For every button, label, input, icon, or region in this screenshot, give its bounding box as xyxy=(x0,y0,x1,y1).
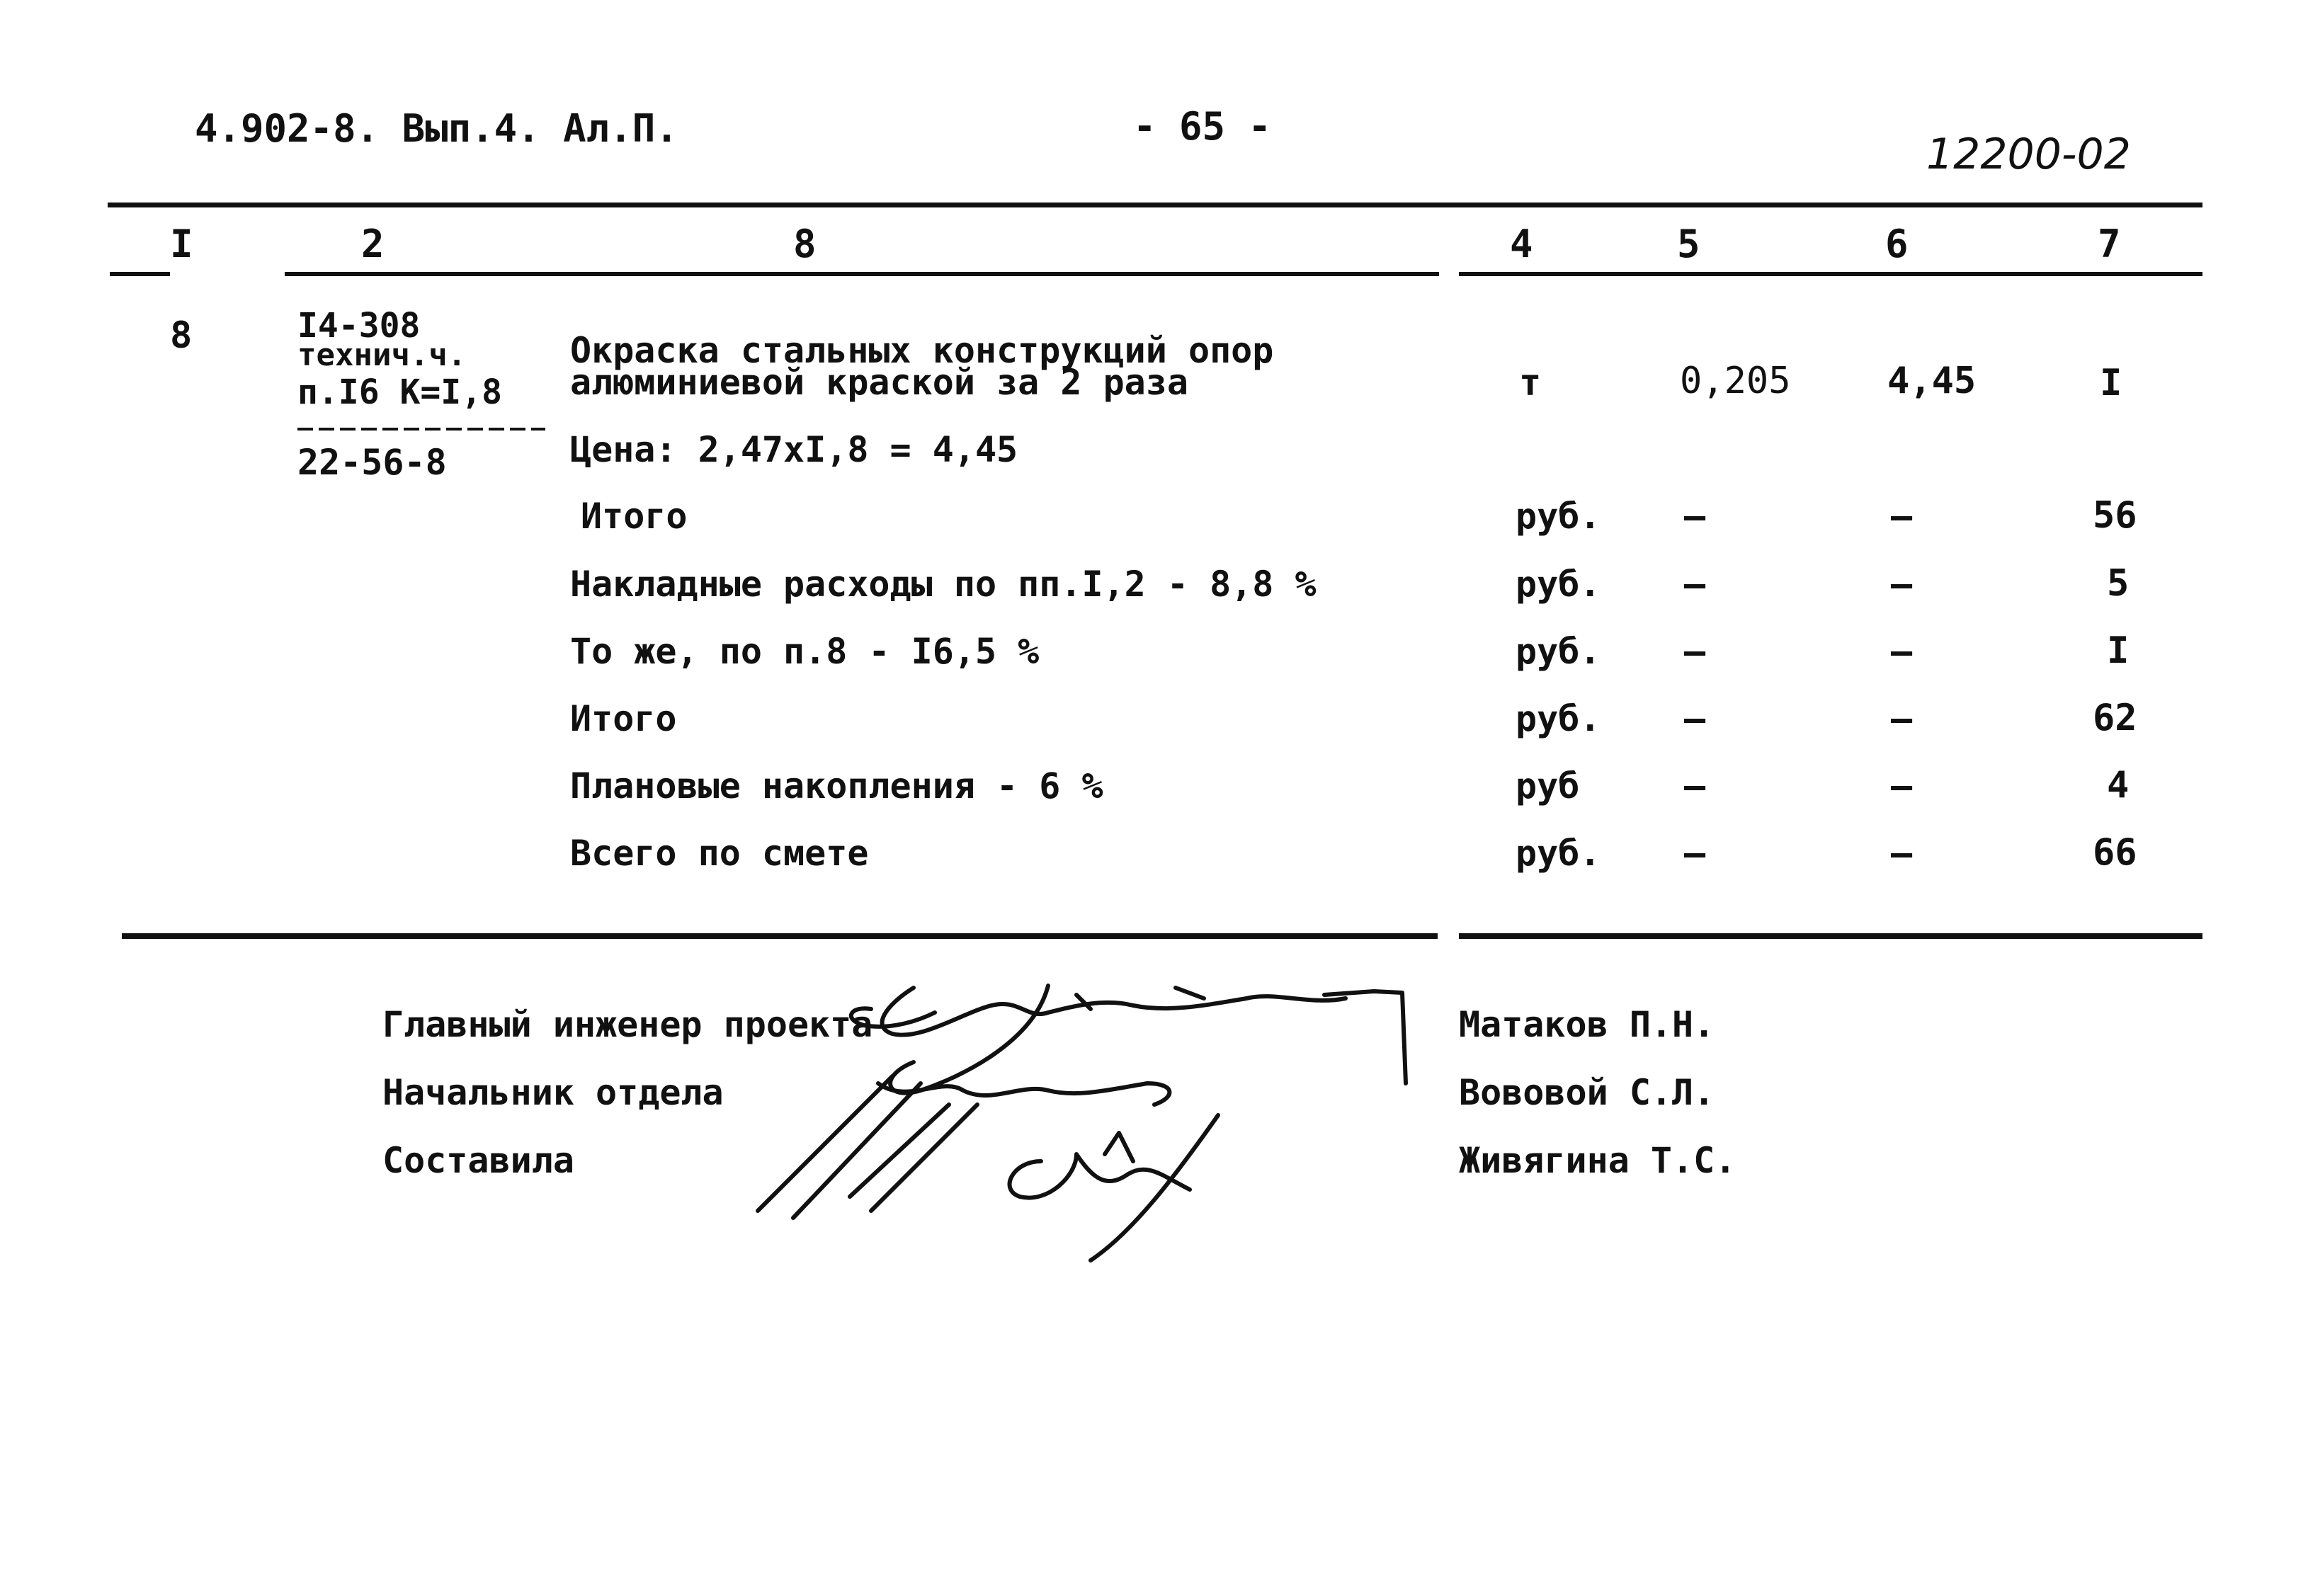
summary-col5: – xyxy=(1684,631,1706,672)
summary-col5: – xyxy=(1684,496,1706,537)
summary-label: То же, по п.8 - I6,5 % xyxy=(570,631,1040,672)
summary-col5: – xyxy=(1684,765,1706,806)
bottom-rule xyxy=(122,933,1438,939)
signature-title: Составила xyxy=(382,1140,574,1181)
summary-label: Итого xyxy=(570,698,677,739)
unit-cell: т xyxy=(1519,362,1542,404)
summary-label: Всего по смете xyxy=(570,833,869,874)
estimate-code-bottom: 22-56-8 xyxy=(297,442,447,483)
summary-unit: руб. xyxy=(1516,564,1601,605)
summary-col7: 66 xyxy=(2093,831,2137,874)
column-header-6: 6 xyxy=(1885,222,1909,266)
summary-unit: руб xyxy=(1516,765,1580,806)
summary-unit: руб. xyxy=(1516,698,1601,739)
row-number: 8 xyxy=(170,314,193,357)
signature-title: Начальник отдела xyxy=(382,1072,724,1113)
summary-col6: – xyxy=(1891,496,1913,537)
column-header-3: 8 xyxy=(793,222,817,266)
summary-col5: – xyxy=(1684,564,1706,605)
document-reference: 4.902-8. Вып.4. Ал.П. xyxy=(195,106,678,151)
summary-col6: – xyxy=(1891,631,1913,672)
header-rule-segment xyxy=(110,272,170,276)
quantity-cell: 0,205 xyxy=(1680,360,1791,402)
summary-col7: 4 xyxy=(2107,764,2130,806)
top-rule xyxy=(108,203,2202,207)
summary-col7: I xyxy=(2107,629,2130,672)
bottom-rule xyxy=(1459,933,2202,939)
column-header-1: I xyxy=(170,222,193,266)
estimate-code-line-3: п.I6 К=I,8 xyxy=(297,372,502,412)
work-description-line-2: алюминиевой краской за 2 раза xyxy=(570,362,1188,403)
estimate-code-line-2: технич.ч. xyxy=(297,337,467,373)
work-description-line-1: Окраска стальных конструкций опор xyxy=(570,330,1274,371)
summary-col6: – xyxy=(1891,698,1913,739)
summary-col6: – xyxy=(1891,765,1913,806)
column-header-7: 7 xyxy=(2098,222,2121,266)
price-note: Цена: 2,47хI,8 = 4,45 xyxy=(570,429,1018,470)
page-number: - 65 - xyxy=(1133,104,1272,149)
summary-col5: – xyxy=(1684,698,1706,739)
header-rule-segment xyxy=(285,272,490,276)
total-cell: I xyxy=(2100,362,2122,404)
column-header-5: 5 xyxy=(1677,222,1700,266)
signatory-name: Живягина Т.С. xyxy=(1459,1140,1736,1181)
signatory-name: Вововой С.Л. xyxy=(1459,1072,1715,1113)
summary-col7: 62 xyxy=(2093,697,2137,739)
summary-label: Накладные расходы по пп.I,2 - 8,8 % xyxy=(570,564,1317,605)
estimate-code-line-1: I4-308 xyxy=(297,306,421,346)
summary-unit: руб. xyxy=(1516,833,1601,874)
header-rule-segment xyxy=(1459,272,2202,276)
column-header-4: 4 xyxy=(1510,222,1533,266)
code-divider xyxy=(297,428,545,431)
column-header-2: 2 xyxy=(361,222,385,266)
summary-col7: 5 xyxy=(2107,562,2130,605)
header-rule-segment xyxy=(490,272,1439,276)
signature-title: Главный инженер проекта xyxy=(382,1004,873,1045)
price-cell: 4,45 xyxy=(1887,360,1977,402)
signatory-name: Матаков П.Н. xyxy=(1459,1004,1715,1045)
summary-col7: 56 xyxy=(2093,494,2137,537)
summary-label: Плановые накопления - 6 % xyxy=(570,765,1103,806)
archive-code: 12200-02 xyxy=(1926,130,2131,179)
summary-col6: – xyxy=(1891,564,1913,605)
summary-label: Итого xyxy=(581,496,688,537)
summary-col6: – xyxy=(1891,833,1913,874)
summary-col5: – xyxy=(1684,833,1706,874)
summary-unit: руб. xyxy=(1516,631,1601,672)
summary-unit: руб. xyxy=(1516,496,1601,537)
